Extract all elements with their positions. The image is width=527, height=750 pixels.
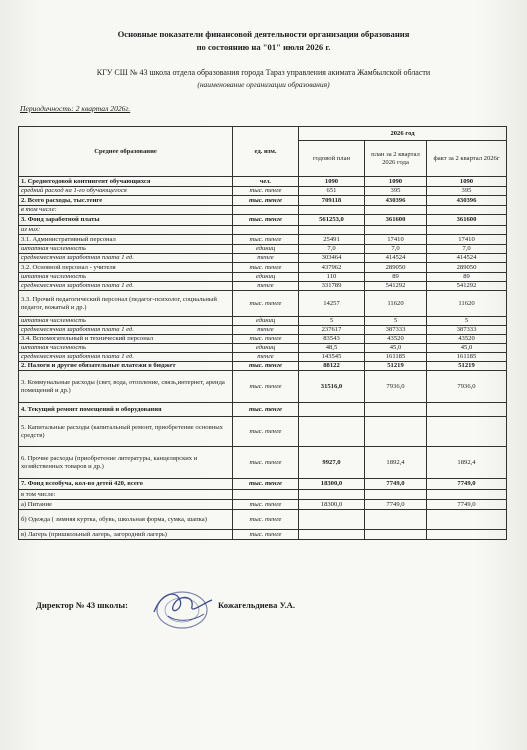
row-unit: тыс. тенге <box>233 479 299 490</box>
row-label: б) Одежда ( зимняя куртка, обувь, школьная форма, сумка, шапка) <box>19 510 233 530</box>
row-unit: тыс. тенге <box>233 335 299 344</box>
table-row <box>19 335 507 344</box>
row-plan: 709118 <box>299 196 365 206</box>
row-plan <box>299 403 365 417</box>
row-fact: 11620 <box>427 291 507 317</box>
signatory-title: Директор № 43 школы: <box>36 600 128 610</box>
row-unit <box>233 226 299 235</box>
row-fact <box>427 490 507 500</box>
row-unit: единиц <box>233 245 299 254</box>
table-row <box>19 500 507 510</box>
row-plan-q2: 7749,0 <box>365 479 427 490</box>
row-label: среднемесячная заработная плата 1 ед. <box>19 353 233 362</box>
financial-table <box>18 126 507 540</box>
row-label: среднемесячная заработная плата 1 ед. <box>19 326 233 335</box>
organization-name: КГУ СШ № 43 школа отдела образования города Тараз управления акимата Жамбылской области <box>96 68 431 77</box>
row-plan-q2: 89 <box>365 273 427 282</box>
row-label: 6. Прочие расходы (приобретение литературы, канцелярских и хозяйственных товаров и др.) <box>19 447 233 479</box>
table-row <box>19 344 507 353</box>
col-header-unit: ед. изм. <box>233 127 299 177</box>
table-row <box>19 273 507 282</box>
row-plan-q2 <box>365 490 427 500</box>
table-row <box>19 177 507 187</box>
seal-signature-icon <box>146 586 220 630</box>
row-fact: 7,0 <box>427 245 507 254</box>
table-row <box>19 196 507 206</box>
row-plan: 331789 <box>299 282 365 291</box>
row-plan-q2: 7936,0 <box>365 371 427 403</box>
row-plan <box>299 490 365 500</box>
row-unit: единиц <box>233 317 299 326</box>
row-plan-q2 <box>365 206 427 215</box>
row-unit: тыс. тенге <box>233 447 299 479</box>
row-plan-q2: 45,0 <box>365 344 427 353</box>
row-fact: 414524 <box>427 254 507 263</box>
row-fact <box>427 403 507 417</box>
row-label: 1. Среднегодовой контингент обучающихся <box>19 177 233 187</box>
row-plan: 9927,0 <box>299 447 365 479</box>
row-plan: 437962 <box>299 263 365 273</box>
table-row <box>19 353 507 362</box>
table-row <box>19 263 507 273</box>
row-fact: 5 <box>427 317 507 326</box>
row-unit: тыс. тенге <box>233 196 299 206</box>
row-plan-q2: 7749,0 <box>365 500 427 510</box>
table-row <box>19 362 507 371</box>
table-row <box>19 317 507 326</box>
row-plan: 7,0 <box>299 245 365 254</box>
col-header-plan-q2: план за 2 квартал 2026 года <box>365 141 427 177</box>
row-label: 5. Капитальные расходы (капитальный ремонт, приобретение основных средств) <box>19 417 233 447</box>
row-plan-q2 <box>365 417 427 447</box>
document-title: Основные показатели финансовой деятельности организации образования <box>117 29 410 39</box>
row-unit: тыс. тенге <box>233 235 299 245</box>
row-plan-q2: 5 <box>365 317 427 326</box>
row-label: 2. Налоги и другие обязательные платежи в бюджет <box>19 362 233 371</box>
table-row <box>19 215 507 226</box>
row-label: 3. Коммунальные расходы (свет, вода, отопление, связь,интернет, аренда помещений и др.) <box>19 371 233 403</box>
row-unit: тыс. тенге <box>233 362 299 371</box>
table-row <box>19 235 507 245</box>
row-plan-q2 <box>365 403 427 417</box>
table-row <box>19 479 507 490</box>
organization-block <box>0 67 527 91</box>
row-unit: тыс. тенге <box>233 187 299 196</box>
row-unit: тыс. тенге <box>233 510 299 530</box>
row-plan-q2: 387333 <box>365 326 427 335</box>
row-label: штатная численность <box>19 245 233 254</box>
row-plan-q2 <box>365 530 427 540</box>
table-row <box>19 282 507 291</box>
row-plan: 25491 <box>299 235 365 245</box>
row-plan <box>299 226 365 235</box>
row-unit: тыс. тенге <box>233 215 299 226</box>
row-label: а) Питание <box>19 500 233 510</box>
row-label: в том числе: <box>19 490 233 500</box>
row-plan <box>299 417 365 447</box>
row-plan-q2: 430396 <box>365 196 427 206</box>
row-fact: 395 <box>427 187 507 196</box>
row-fact: 161185 <box>427 353 507 362</box>
row-label: штатная численность <box>19 344 233 353</box>
row-plan: 18300,0 <box>299 479 365 490</box>
row-unit: тыс. тенге <box>233 403 299 417</box>
table-row <box>19 371 507 403</box>
row-label: 2. Всего расходы, тыс.тенге <box>19 196 233 206</box>
row-fact: 541292 <box>427 282 507 291</box>
row-fact: 1090 <box>427 177 507 187</box>
row-plan-q2: 414524 <box>365 254 427 263</box>
row-plan <box>299 530 365 540</box>
table-row <box>19 187 507 196</box>
row-plan-q2: 51219 <box>365 362 427 371</box>
row-fact: 430396 <box>427 196 507 206</box>
row-plan: 110 <box>299 273 365 282</box>
row-unit: тыс. тенге <box>233 500 299 510</box>
row-fact: 51219 <box>427 362 507 371</box>
row-fact <box>427 417 507 447</box>
table-row <box>19 291 507 317</box>
row-fact: 387333 <box>427 326 507 335</box>
row-unit: тенге <box>233 282 299 291</box>
row-fact: 7936,0 <box>427 371 507 403</box>
row-plan: 18300,0 <box>299 500 365 510</box>
row-plan: 88122 <box>299 362 365 371</box>
table-row <box>19 417 507 447</box>
row-label: в) Лагерь (пришкольный лагерь, загородний лагерь) <box>19 530 233 540</box>
col-header-fact-q2: факт за 2 квартал 2026г <box>427 141 507 177</box>
row-label: среднемесячная заработная плата 1 ед. <box>19 254 233 263</box>
row-fact: 45,0 <box>427 344 507 353</box>
row-fact: 289050 <box>427 263 507 273</box>
row-unit <box>233 206 299 215</box>
row-unit: тыс. тенге <box>233 263 299 273</box>
row-fact <box>427 530 507 540</box>
row-fact: 7749,0 <box>427 479 507 490</box>
row-label: средний расход на 1-го обучающегося <box>19 187 233 196</box>
row-label: 3. Фонд заработной платы <box>19 215 233 226</box>
row-unit: тенге <box>233 254 299 263</box>
row-plan: 5 <box>299 317 365 326</box>
row-unit: тыс. тенге <box>233 530 299 540</box>
row-fact <box>427 510 507 530</box>
row-label: 3.1. Административный персонал <box>19 235 233 245</box>
row-plan-q2: 1892,4 <box>365 447 427 479</box>
row-fact: 89 <box>427 273 507 282</box>
row-plan-q2 <box>365 226 427 235</box>
document-header <box>0 28 527 54</box>
row-plan-q2 <box>365 510 427 530</box>
table-row <box>19 326 507 335</box>
row-fact <box>427 226 507 235</box>
col-header-year: 2026 год <box>299 127 507 141</box>
row-plan-q2: 361600 <box>365 215 427 226</box>
row-plan: 1090 <box>299 177 365 187</box>
row-label: 3.3. Прочий педагогический персонал (педагог-психолог, социальный педагог, вожатый и др.) <box>19 291 233 317</box>
table-body <box>19 177 507 540</box>
row-plan: 83543 <box>299 335 365 344</box>
row-plan-q2: 395 <box>365 187 427 196</box>
row-unit: тыс. тенге <box>233 371 299 403</box>
row-label: штатная численность <box>19 317 233 326</box>
row-unit: тыс. тенге <box>233 291 299 317</box>
row-plan-q2: 7,0 <box>365 245 427 254</box>
row-plan: 31516,0 <box>299 371 365 403</box>
table-row <box>19 447 507 479</box>
table-row <box>19 254 507 263</box>
row-plan-q2: 289050 <box>365 263 427 273</box>
row-label: 3.2. Основной персонал - учителя <box>19 263 233 273</box>
row-plan <box>299 510 365 530</box>
row-plan-q2: 161185 <box>365 353 427 362</box>
row-plan: 143545 <box>299 353 365 362</box>
signatory-name: Кожагельдиева У.А. <box>218 600 295 610</box>
row-fact: 43520 <box>427 335 507 344</box>
row-unit: тыс. тенге <box>233 417 299 447</box>
table-row <box>19 510 507 530</box>
row-plan: 237617 <box>299 326 365 335</box>
row-fact: 7749,0 <box>427 500 507 510</box>
row-fact: 361600 <box>427 215 507 226</box>
table-row <box>19 245 507 254</box>
row-unit <box>233 490 299 500</box>
row-label: 4. Текущий ремонт помещений и оборудования <box>19 403 233 417</box>
organization-caption: (наименование организации образования) <box>197 80 330 89</box>
table-row <box>19 530 507 540</box>
row-plan: 651 <box>299 187 365 196</box>
table-row <box>19 206 507 215</box>
row-plan <box>299 206 365 215</box>
row-plan-q2: 17410 <box>365 235 427 245</box>
table-row <box>19 403 507 417</box>
row-unit: единиц <box>233 344 299 353</box>
row-label: 3.4. Вспомогательный и технический персонал <box>19 335 233 344</box>
row-unit: чел. <box>233 177 299 187</box>
row-label: среднемесячная заработная плата 1 ед. <box>19 282 233 291</box>
row-unit: тенге <box>233 326 299 335</box>
row-fact: 1892,4 <box>427 447 507 479</box>
row-plan-q2: 541292 <box>365 282 427 291</box>
row-unit: единиц <box>233 273 299 282</box>
row-plan-q2: 43520 <box>365 335 427 344</box>
row-label: в том числе: <box>19 206 233 215</box>
row-label: штатная численность <box>19 273 233 282</box>
table-row <box>19 226 507 235</box>
col-header-item: Среднее образование <box>19 127 233 177</box>
row-label: из них: <box>19 226 233 235</box>
row-fact: 17410 <box>427 235 507 245</box>
row-label: 7. Фонд всеобуча, кол-во детей 420, всего <box>19 479 233 490</box>
row-unit: тенге <box>233 353 299 362</box>
col-header-plan: годовой план <box>299 141 365 177</box>
row-plan-q2: 11620 <box>365 291 427 317</box>
row-plan-q2: 1090 <box>365 177 427 187</box>
document-date: по состоянию на "01" июля 2026 г. <box>196 42 331 52</box>
row-plan: 48,5 <box>299 344 365 353</box>
row-fact <box>427 206 507 215</box>
row-plan: 14257 <box>299 291 365 317</box>
row-plan: 561253,0 <box>299 215 365 226</box>
table-row <box>19 490 507 500</box>
row-plan: 303464 <box>299 254 365 263</box>
periodicity-label: Периодичность: 2 квартал 2026г. <box>20 104 131 113</box>
